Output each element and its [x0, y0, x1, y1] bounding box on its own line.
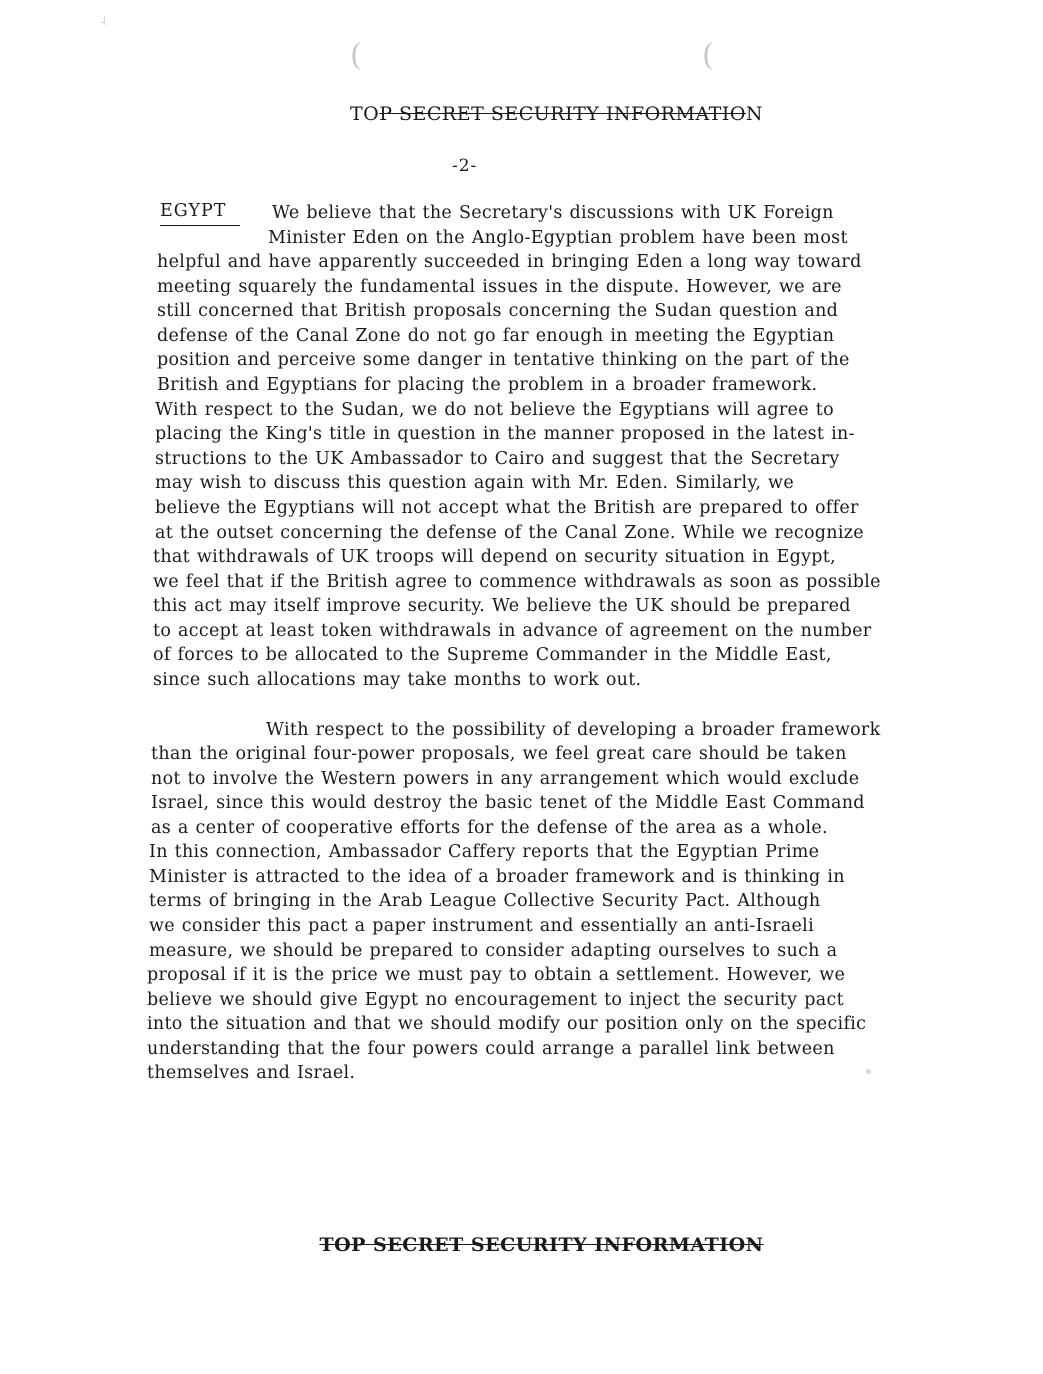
text-line: we feel that if the British agree to commence withdrawals as soon as possible — [153, 572, 881, 592]
classification-header-suffix: N — [745, 103, 764, 125]
text-line: defense of the Canal Zone do not go far enough in meeting the Egyptian — [157, 326, 835, 346]
text-line: position and perceive some danger in tentative thinking on the part of the — [157, 350, 850, 370]
text-line: into the situation and that we should modify our position only on the specific — [147, 1014, 867, 1034]
margin-paren-right: ( — [702, 38, 714, 73]
text-line: we consider this pact a paper instrument and essentially an anti-Israeli — [149, 916, 814, 936]
text-line: may wish to discuss this question again with Mr. Eden. Similarly, we — [155, 473, 794, 493]
text-line: as a center of cooperative efforts for the defense of the area as a whole. — [151, 818, 828, 838]
text-line: that withdrawals of UK troops will depend on security situation in Egypt, — [153, 547, 836, 567]
text-line: Israel, since this would destroy the basic tenet of the Middle East Command — [151, 793, 865, 813]
section-label-underline — [160, 225, 240, 226]
classification-header-prefix: TO — [349, 103, 380, 125]
classification-header — [0, 103, 1043, 125]
ink-speck — [866, 1069, 871, 1074]
margin-mark: ˨ — [100, 14, 106, 28]
page-number: -2- — [452, 156, 478, 176]
text-line: proposal if it is the price we must pay to obtain a settlement. However, we — [147, 965, 846, 985]
classification-footer — [0, 1234, 1043, 1256]
text-line: structions to the UK Ambassador to Cairo and suggest that the Secretary — [155, 449, 840, 469]
text-line: We believe that the Secretary's discussions with UK Foreign — [272, 203, 834, 223]
text-line: measure, we should be prepared to consider adapting ourselves to such a — [149, 941, 838, 961]
text-line: In this connection, Ambassador Caffery reports that the Egyptian Prime — [149, 842, 820, 862]
text-line: since such allocations may take months to work out. — [153, 670, 642, 690]
text-line: of forces to be allocated to the Supreme Commander in the Middle East, — [153, 645, 832, 665]
text-line: still concerned that British proposals concerning the Sudan question and — [157, 301, 839, 321]
text-line: believe we should give Egypt no encouragement to inject the security pact — [147, 990, 844, 1010]
margin-paren-left: ( — [350, 38, 362, 73]
text-line: this act may itself improve security. We believe the UK should be prepared — [153, 596, 851, 616]
text-line: not to involve the Western powers in any arrangement which would exclude — [151, 769, 860, 789]
text-line: British and Egyptians for placing the problem in a broader framework. — [157, 375, 818, 395]
text-line: themselves and Israel. — [147, 1063, 356, 1083]
text-line: understanding that the four powers could arrange a parallel link between — [147, 1039, 835, 1059]
text-line: helpful and have apparently succeeded in bringing Eden a long way toward — [157, 252, 862, 272]
text-line: Minister Eden on the Anglo-Egyptian problem have been most — [268, 228, 848, 248]
text-line: With respect to the Sudan, we do not believe the Egyptians will agree to — [155, 400, 834, 420]
text-line: believe the Egyptians will not accept what the British are prepared to offer — [155, 498, 859, 518]
text-line: than the original four-power proposals, we feel great care should be taken — [151, 744, 847, 764]
text-line: meeting squarely the fundamental issues in the dispute. However, we are — [157, 277, 842, 297]
classification-footer-text: TOP SECRET SECURITY INFORMATION — [319, 1234, 764, 1256]
text-line: Minister is attracted to the idea of a broader framework and is thinking in — [149, 867, 845, 887]
text-line: placing the King's title in question in the manner proposed in the latest in- — [155, 424, 855, 444]
text-line: terms of bringing in the Arab League Collective Security Pact. Although — [149, 891, 821, 911]
section-label: EGYPT — [160, 201, 227, 221]
classification-header-struck: P SECRET SECURITY INFORMATIO — [379, 103, 746, 125]
text-line: at the outset concerning the defense of the Canal Zone. While we recognize — [155, 523, 864, 543]
text-line: With respect to the possibility of developing a broader framework — [266, 720, 881, 740]
text-line: to accept at least token withdrawals in advance of agreement on the number — [153, 621, 872, 641]
